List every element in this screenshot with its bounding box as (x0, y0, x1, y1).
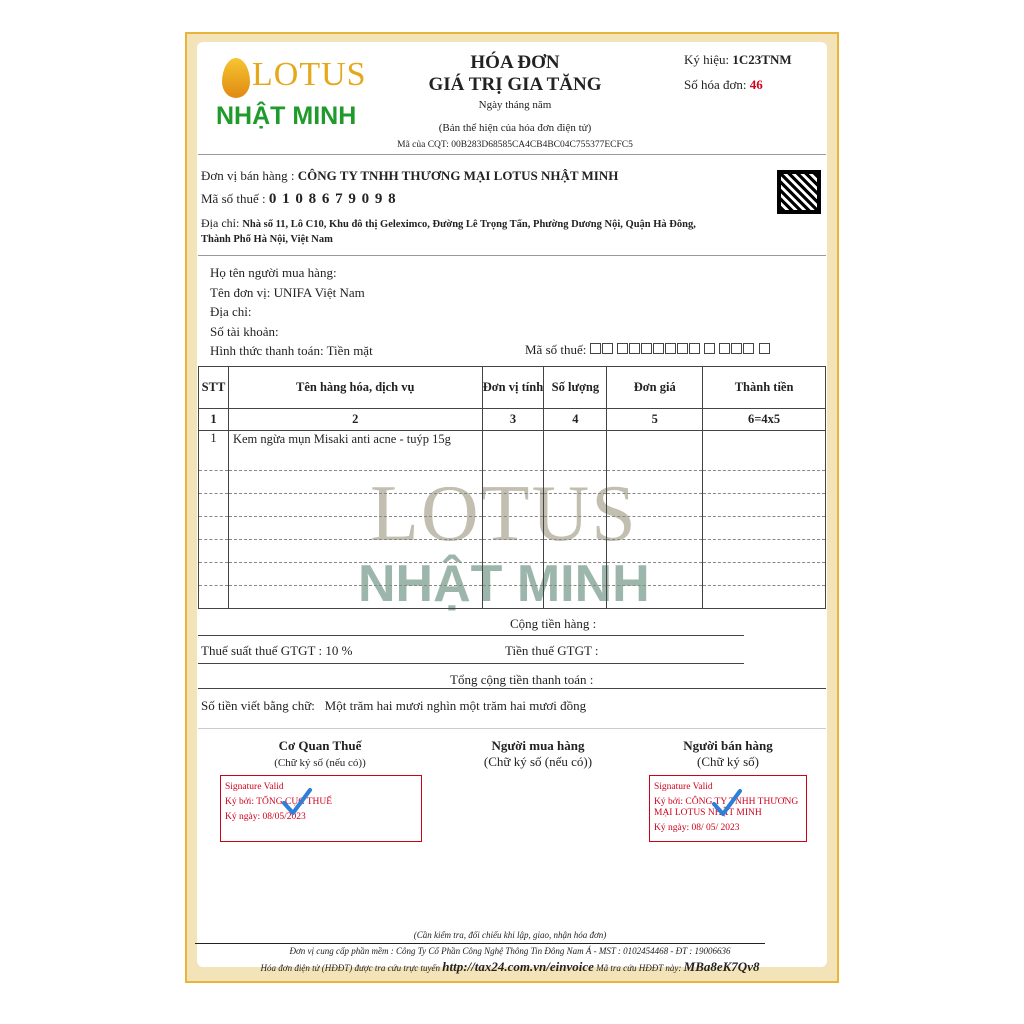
checkmark-icon (282, 787, 312, 817)
col-price: Đơn giá (607, 367, 703, 409)
signed-by: Ký bởi: TỔNG CỤC THUẾ (225, 797, 333, 807)
col-num: 3 (482, 409, 544, 431)
divider (198, 663, 744, 664)
divider (198, 255, 826, 256)
number-label: Số hóa đơn: (684, 77, 747, 92)
col-qty: Số lượng (544, 367, 607, 409)
payment-label: Hình thức thanh toán: (210, 343, 324, 358)
symbol-value: 1C23TNM (732, 52, 792, 67)
seller-label: Đơn vị bán hàng : (201, 168, 295, 183)
amount-in-words: Một trăm hai mươi nghìn một trăm hai mươi đồng (324, 698, 587, 713)
footer-check-note: (Cần kiểm tra, đối chiếu khi lập, giao, nhận hóa đơn) (413, 930, 607, 940)
vat-amount-label: Tiền thuế GTGT : (505, 643, 599, 658)
footer-provider: Đơn vị cung cấp phần mềm : Công Ty Cổ Phần Công Nghệ Thông Tin Đông Nam Á - MST : 0102454468 - ĐT : 19006636 (289, 946, 731, 956)
tax-authority-sub: (Chữ ký số (nếu có)) (274, 757, 366, 769)
table-row-empty (199, 494, 826, 517)
invoice-note: (Bản thể hiện của hóa đơn điện tử) (438, 122, 592, 134)
col-stt: STT (199, 367, 229, 409)
lookup-code: MBa8eK7Qv8 (683, 959, 760, 974)
buyer-addr-label: Địa chỉ: (210, 304, 252, 319)
item-name: Kem ngừa mụn Misaki anti acne - tuýp 15g (228, 431, 482, 471)
buyer-unit-label: Tên đơn vị: (210, 284, 271, 300)
lookup-code-label: Mã tra cứu HĐĐT này: (596, 963, 682, 973)
item-qty (544, 431, 607, 471)
table-row-empty (199, 586, 826, 609)
seller-addr-2: Thành Phố Hà Nội, Việt Nam (201, 234, 333, 245)
seller-name: CÔNG TY TNHH THƯƠNG MẠI LOTUS NHẬT MINH (297, 168, 619, 183)
lotus-drop-icon (222, 58, 250, 98)
table-row (199, 431, 826, 471)
divider (198, 635, 744, 636)
tax-authority-title: Cơ Quan Thuế (278, 738, 362, 753)
col-num: 5 (607, 409, 703, 431)
buyer-tax-boxes (590, 342, 771, 357)
seller-addr-label: Địa chỉ: (201, 216, 240, 230)
table-row-empty (199, 563, 826, 586)
logo-nhat-minh: NHẬT MINH (216, 102, 357, 130)
words-label: Số tiền viết bằng chữ: (201, 698, 315, 713)
col-total: Thành tiền (703, 367, 826, 409)
checkmark-icon (712, 788, 742, 818)
col-num: 1 (199, 409, 229, 431)
signed-date: Ký ngày: 08/05/2023 (225, 812, 306, 822)
col-unit: Đơn vị tính (482, 367, 544, 409)
watermark-nhat-minh: NHẬT MINH (358, 555, 650, 613)
item-stt: 1 (199, 431, 229, 471)
col-num: 6=4x5 (703, 409, 826, 431)
table-row-empty (199, 540, 826, 563)
buyer-name-label: Họ tên người mua hàng: (210, 265, 337, 280)
vat-rate: Thuế suất thuế GTGT : 10 % (201, 643, 353, 658)
table-row-empty (199, 517, 826, 540)
title-line1: HÓA ĐƠN (470, 52, 560, 73)
col-name: Tên hàng hóa, dịch vụ (228, 367, 482, 409)
qr-code (777, 170, 821, 214)
table-row-empty (199, 471, 826, 494)
grand-total-label: Tổng cộng tiền thanh toán : (450, 672, 594, 687)
invoice-number: 46 (749, 77, 763, 92)
column-numbers (199, 409, 826, 431)
subtotal-label: Cộng tiền hàng : (510, 616, 597, 631)
signature-valid: Signature Valid (225, 782, 284, 792)
divider (198, 154, 826, 155)
col-num: 4 (544, 409, 607, 431)
divider (198, 688, 826, 689)
seller-tax: 0 1 0 8 6 7 9 0 9 8 (268, 191, 397, 207)
invoice-date: Ngày tháng năm (478, 99, 552, 111)
lookup-label: Hóa đơn điện tử (HĐĐT) được tra cứu trực tuyến (260, 963, 440, 973)
signature-valid: Signature Valid (654, 782, 713, 792)
divider (198, 728, 826, 729)
table-header (199, 367, 826, 409)
item-price (607, 431, 703, 471)
buyer-account-label: Số tài khoản: (210, 323, 279, 339)
signed-date: Ký ngày: 08/ 05/ 2023 (654, 823, 740, 833)
seller-sign-title: Người bán hàng (683, 738, 773, 753)
logo-lotus: LOTUS (252, 56, 367, 93)
signed-by: Ký bởi: CÔNG TY TNHH THƯƠNG MẠI LOTUS NHẬT MINH (654, 797, 799, 818)
item-total (703, 431, 826, 471)
seller-addr: Nhà số 11, Lô C10, Khu đô thị Geleximco, Đường Lê Trọng Tấn, Phường Dương Nội, Quận Hà Đông, (242, 219, 696, 230)
symbol-label: Ký hiệu: (684, 52, 730, 67)
buyer-sign-sub: (Chữ ký số (nếu có)) (483, 754, 593, 769)
seller-sign-sub: (Chữ ký số) (697, 754, 759, 769)
watermark-lotus: LOTUS (370, 470, 638, 558)
items-table (198, 366, 826, 613)
cqt-code: Mã của CQT: 00B283D68585CA4CB4BC04C755377ECFC5 (397, 140, 633, 150)
tax-signature-box[interactable] (220, 775, 422, 842)
buyer-tax-label: Mã số thuế: (525, 342, 587, 357)
buyer-unit: UNIFA Việt Nam (273, 284, 365, 300)
title-line2: GIÁ TRỊ GIA TĂNG (428, 74, 602, 95)
lookup-url[interactable]: http://tax24.com.vn/einvoice (442, 959, 594, 974)
divider (195, 943, 765, 944)
col-num: 2 (228, 409, 482, 431)
item-unit (482, 431, 544, 471)
buyer-sign-title: Người mua hàng (491, 738, 585, 753)
seller-tax-label: Mã số thuế : (201, 191, 266, 206)
payment-method: Tiền mặt (326, 343, 373, 358)
